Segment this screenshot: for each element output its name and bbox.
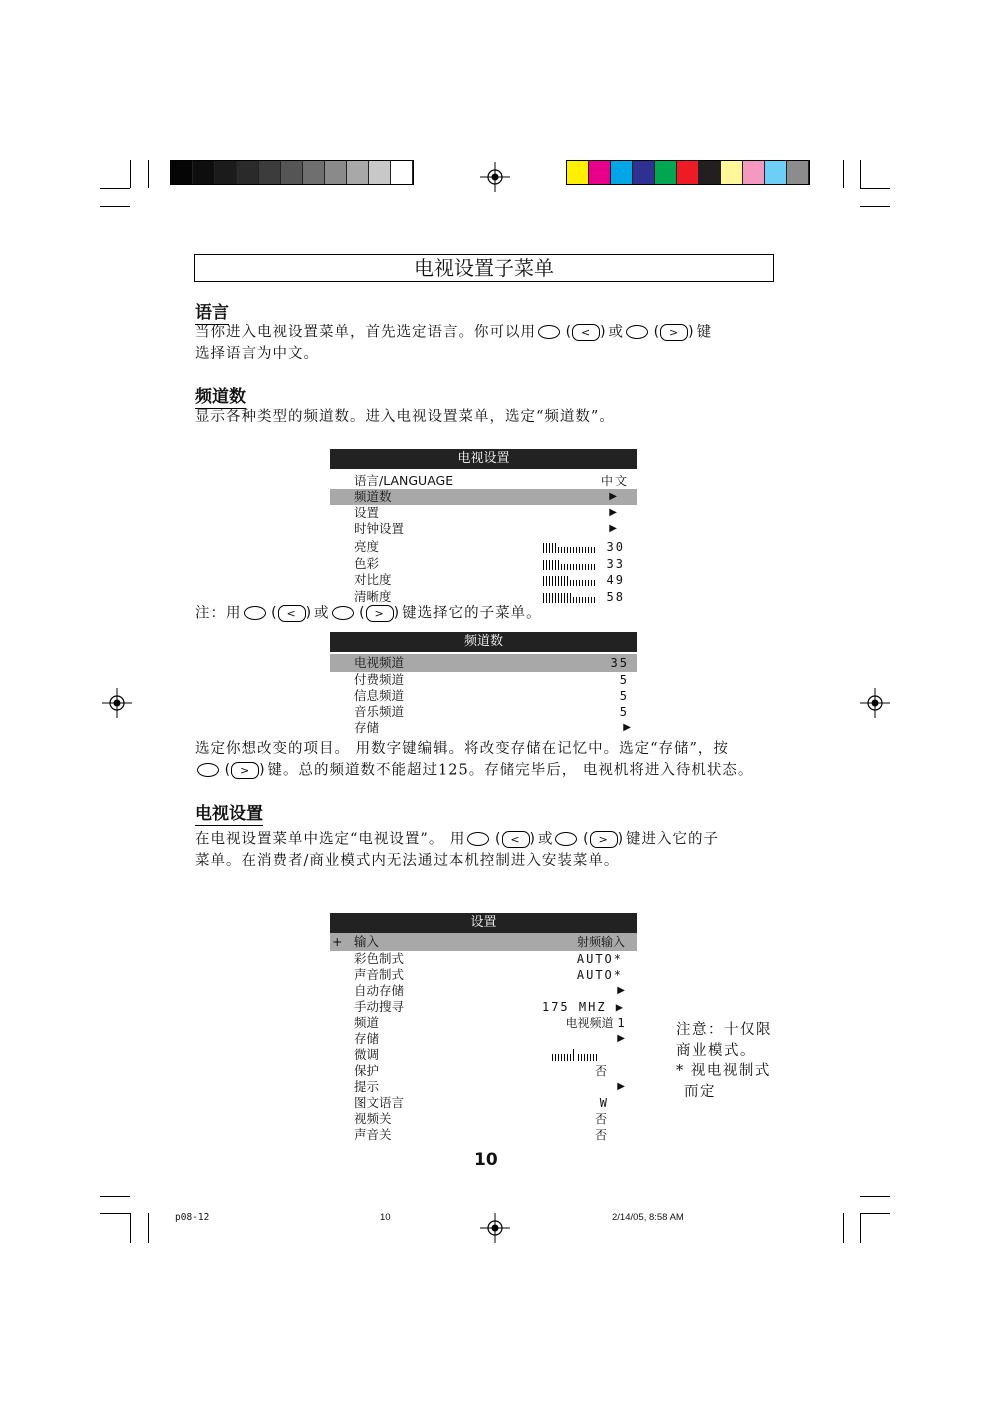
paragraph-language xyxy=(195,322,785,365)
menu-row-value: 5 xyxy=(619,705,629,719)
menu-row-label: 清晰度 xyxy=(354,588,392,604)
right-key-icon: ( > ) xyxy=(197,760,266,781)
menu-row xyxy=(330,489,637,505)
crop-mark xyxy=(860,1213,861,1243)
text: 或 xyxy=(608,324,625,341)
arrow-right-icon: ▶ xyxy=(609,491,617,502)
menu-row-label: 声音制式 xyxy=(354,967,405,982)
crop-mark xyxy=(843,160,844,188)
menu-row xyxy=(330,1047,637,1063)
crop-mark xyxy=(130,160,131,188)
level-bar xyxy=(543,560,597,570)
color-swatch xyxy=(677,161,699,184)
color-swatch xyxy=(611,161,633,184)
heading-tv-setup: 电视设置 xyxy=(195,799,263,826)
text: 键进入它的子 xyxy=(626,831,720,848)
text: 注：用 xyxy=(195,605,242,622)
menu-setup xyxy=(330,913,637,1143)
paragraph-channels xyxy=(195,407,785,428)
menu-row xyxy=(330,1127,637,1143)
menu-row-label: 设置 xyxy=(354,505,380,520)
fine-tune-bar xyxy=(552,1051,599,1061)
menu-row-label: 付费频道 xyxy=(354,672,405,687)
menu-row-label: 彩色制式 xyxy=(354,951,405,966)
menu-row xyxy=(330,672,637,688)
page-number: 10 xyxy=(474,1150,498,1170)
menu-row-value: 5 xyxy=(619,673,629,687)
menu-row xyxy=(330,688,637,704)
text: 选定你想改变的项目。 用数字键编辑。将改变存储在记忆中。选定“存储”，按 xyxy=(195,741,729,757)
menu-row xyxy=(330,983,637,999)
text: 在电视设置菜单中选定“电视设置”。 用 xyxy=(195,831,466,848)
color-swatch xyxy=(215,161,237,184)
menu-title: 设置 xyxy=(330,913,637,933)
menu-row-value: AUTO* xyxy=(576,952,623,966)
menu-row-value: 否 xyxy=(594,1128,609,1142)
menu-row-label: 存储 xyxy=(354,720,380,735)
color-swatch xyxy=(765,161,787,184)
menu-row-label: 视频关 xyxy=(354,1111,392,1126)
menu-row-value: 5 xyxy=(619,689,629,703)
paragraph-note xyxy=(195,603,785,625)
menu-row-label: 色彩 xyxy=(354,555,380,571)
arrow-right-icon: ▶ xyxy=(617,1081,625,1092)
menu-row-label: 图文语言 xyxy=(354,1095,405,1110)
level-bar xyxy=(543,576,597,586)
footer-left: p08-12 xyxy=(175,1212,210,1223)
side-note-line: * 视电视制式 xyxy=(676,1063,771,1079)
grayscale-bar xyxy=(170,160,414,185)
color-swatch xyxy=(743,161,765,184)
right-key-icon: ( > ) xyxy=(626,322,695,343)
crop-mark xyxy=(860,160,861,188)
text: 菜单。在消费者/商业模式内无法通过本机控制进入安装菜单。 xyxy=(195,852,620,869)
menu-row xyxy=(330,539,637,556)
arrow-right-icon: ▶ xyxy=(617,985,625,996)
menu-row-label: 微调 xyxy=(354,1047,380,1062)
menu-row xyxy=(330,473,637,489)
crop-mark xyxy=(860,1213,890,1214)
color-swatch xyxy=(787,161,809,184)
color-swatch xyxy=(237,161,259,184)
color-swatch xyxy=(347,161,369,184)
text: 键选择它的子菜单。 xyxy=(402,605,542,622)
menu-row xyxy=(330,1079,637,1095)
side-note-line: 而定 xyxy=(684,1083,716,1100)
menu-row xyxy=(330,933,637,951)
text: 选择语言为中文。 xyxy=(195,345,319,362)
right-key-icon: ( > ) xyxy=(555,829,624,850)
menu-row-label: 手动搜寻 xyxy=(354,999,405,1014)
color-swatch xyxy=(655,161,677,184)
menu-row-value: 射频输入 xyxy=(576,935,625,949)
registration-mark-icon xyxy=(480,1213,510,1243)
menu-row-value: 175 MHZ ▶ xyxy=(541,1000,625,1014)
menu-row-value: 35 xyxy=(610,656,629,670)
color-swatch xyxy=(391,161,413,184)
arrow-right-icon: ▶ xyxy=(623,722,631,733)
color-swatch xyxy=(633,161,655,184)
menu-row xyxy=(330,704,637,720)
menu-row xyxy=(330,720,637,736)
color-swatch xyxy=(193,161,215,184)
crop-mark xyxy=(843,1213,844,1243)
menu-row xyxy=(330,951,637,967)
crop-mark xyxy=(148,160,149,188)
footer-right: 2/14/05, 8:58 AM xyxy=(612,1212,684,1223)
menu-row-label: 输入 xyxy=(354,934,380,949)
heading-language: 语言 xyxy=(195,298,229,325)
menu-tv-setup xyxy=(330,449,637,605)
text: 显示各种类型的频道数。进入电视设置菜单，选定“频道数”。 xyxy=(195,409,615,425)
paragraph-edit xyxy=(195,739,785,782)
menu-row xyxy=(330,1063,637,1079)
left-key-icon: ( < ) xyxy=(467,829,536,850)
menu-row-label: 保护 xyxy=(354,1063,380,1078)
menu-row-label: 存储 xyxy=(354,1031,380,1046)
crop-mark xyxy=(100,188,130,189)
menu-row-value: 30 xyxy=(606,540,625,554)
menu-row xyxy=(330,1031,637,1047)
color-swatch xyxy=(281,161,303,184)
menu-row xyxy=(330,556,637,573)
menu-row-value: 否 xyxy=(594,1064,609,1078)
arrow-right-icon: ▶ xyxy=(609,507,617,518)
menu-row xyxy=(330,1015,637,1031)
text: 或 xyxy=(537,831,554,848)
paragraph-tv-setup xyxy=(195,829,785,872)
menu-row xyxy=(330,654,637,672)
menu-title: 电视设置 xyxy=(330,449,637,469)
menu-row-value: 58 xyxy=(606,589,625,604)
side-note xyxy=(676,1020,772,1102)
menu-row-value: 49 xyxy=(606,573,625,587)
menu-row-label: 语言/LANGUAGE xyxy=(354,473,454,488)
crop-mark xyxy=(130,1213,131,1243)
color-swatch xyxy=(721,161,743,184)
menu-channel-count xyxy=(330,632,637,736)
menu-row xyxy=(330,1095,637,1111)
left-key-icon: ( < ) xyxy=(244,603,313,624)
menu-row-value: 中文 xyxy=(600,474,629,488)
registration-mark-icon xyxy=(102,688,132,718)
text: 当你进入电视设置菜单，首先选定语言。你可以用 xyxy=(195,324,536,341)
right-key-icon: ( > ) xyxy=(332,603,401,624)
menu-row-label: 信息频道 xyxy=(354,688,405,703)
menu-row-label: 自动存储 xyxy=(354,983,405,998)
side-note-line: 商业模式。 xyxy=(676,1042,756,1059)
color-swatch xyxy=(325,161,347,184)
color-bar xyxy=(566,160,810,185)
text: 键。总的频道数不能超过125。存储完毕后， 电视机将进入待机状态。 xyxy=(267,762,754,779)
menu-row xyxy=(330,572,637,589)
menu-row-value: 33 xyxy=(606,556,625,571)
menu-row-label: 提示 xyxy=(354,1079,380,1094)
color-swatch xyxy=(259,161,281,184)
color-swatch xyxy=(589,161,611,184)
menu-row-label: 频道 xyxy=(354,1015,380,1030)
color-swatch xyxy=(567,161,589,184)
menu-row xyxy=(330,999,637,1015)
crop-mark xyxy=(148,1213,149,1243)
menu-row-label: 声音关 xyxy=(354,1127,392,1142)
color-swatch xyxy=(699,161,721,184)
menu-title: 频道数 xyxy=(330,632,637,652)
menu-row xyxy=(330,967,637,983)
registration-mark-icon xyxy=(480,162,510,192)
crop-mark xyxy=(100,206,130,207)
menu-row-value: 否 xyxy=(594,1112,609,1126)
heading-channels: 频道数 xyxy=(195,382,246,409)
left-key-icon: ( < ) xyxy=(538,322,607,343)
menu-row-label: 对比度 xyxy=(354,572,392,587)
text: 或 xyxy=(314,605,330,622)
level-bar xyxy=(543,593,597,603)
page-title: 电视设置子菜单 xyxy=(194,254,774,282)
plus-icon: + xyxy=(332,934,343,949)
text: 键 xyxy=(696,324,713,341)
color-swatch xyxy=(171,161,193,184)
menu-row-label: 亮度 xyxy=(354,539,380,554)
menu-row xyxy=(330,521,637,537)
menu-row-value: 电视频道 1 xyxy=(565,1016,625,1030)
crop-mark xyxy=(100,1196,130,1197)
color-swatch xyxy=(303,161,325,184)
menu-row-label: 时钟设置 xyxy=(354,521,405,536)
crop-mark xyxy=(860,206,890,207)
arrow-right-icon: ▶ xyxy=(609,523,617,534)
menu-row-label: 音乐频道 xyxy=(354,704,405,719)
crop-mark xyxy=(100,1213,130,1214)
footer-center: 10 xyxy=(380,1212,391,1223)
menu-row-label: 电视频道 xyxy=(354,655,405,670)
menu-row xyxy=(330,1111,637,1127)
level-bar xyxy=(543,543,597,553)
menu-row xyxy=(330,505,637,521)
menu-row-value: W xyxy=(599,1096,609,1110)
crop-mark xyxy=(860,1196,890,1197)
menu-row-label: 频道数 xyxy=(354,489,392,504)
arrow-right-icon: ▶ xyxy=(617,1033,625,1044)
side-note-line: 注意：十仅限 xyxy=(676,1022,772,1038)
registration-mark-icon xyxy=(860,688,890,718)
crop-mark xyxy=(860,188,890,189)
menu-row-value: AUTO* xyxy=(576,968,623,982)
color-swatch xyxy=(369,161,391,184)
